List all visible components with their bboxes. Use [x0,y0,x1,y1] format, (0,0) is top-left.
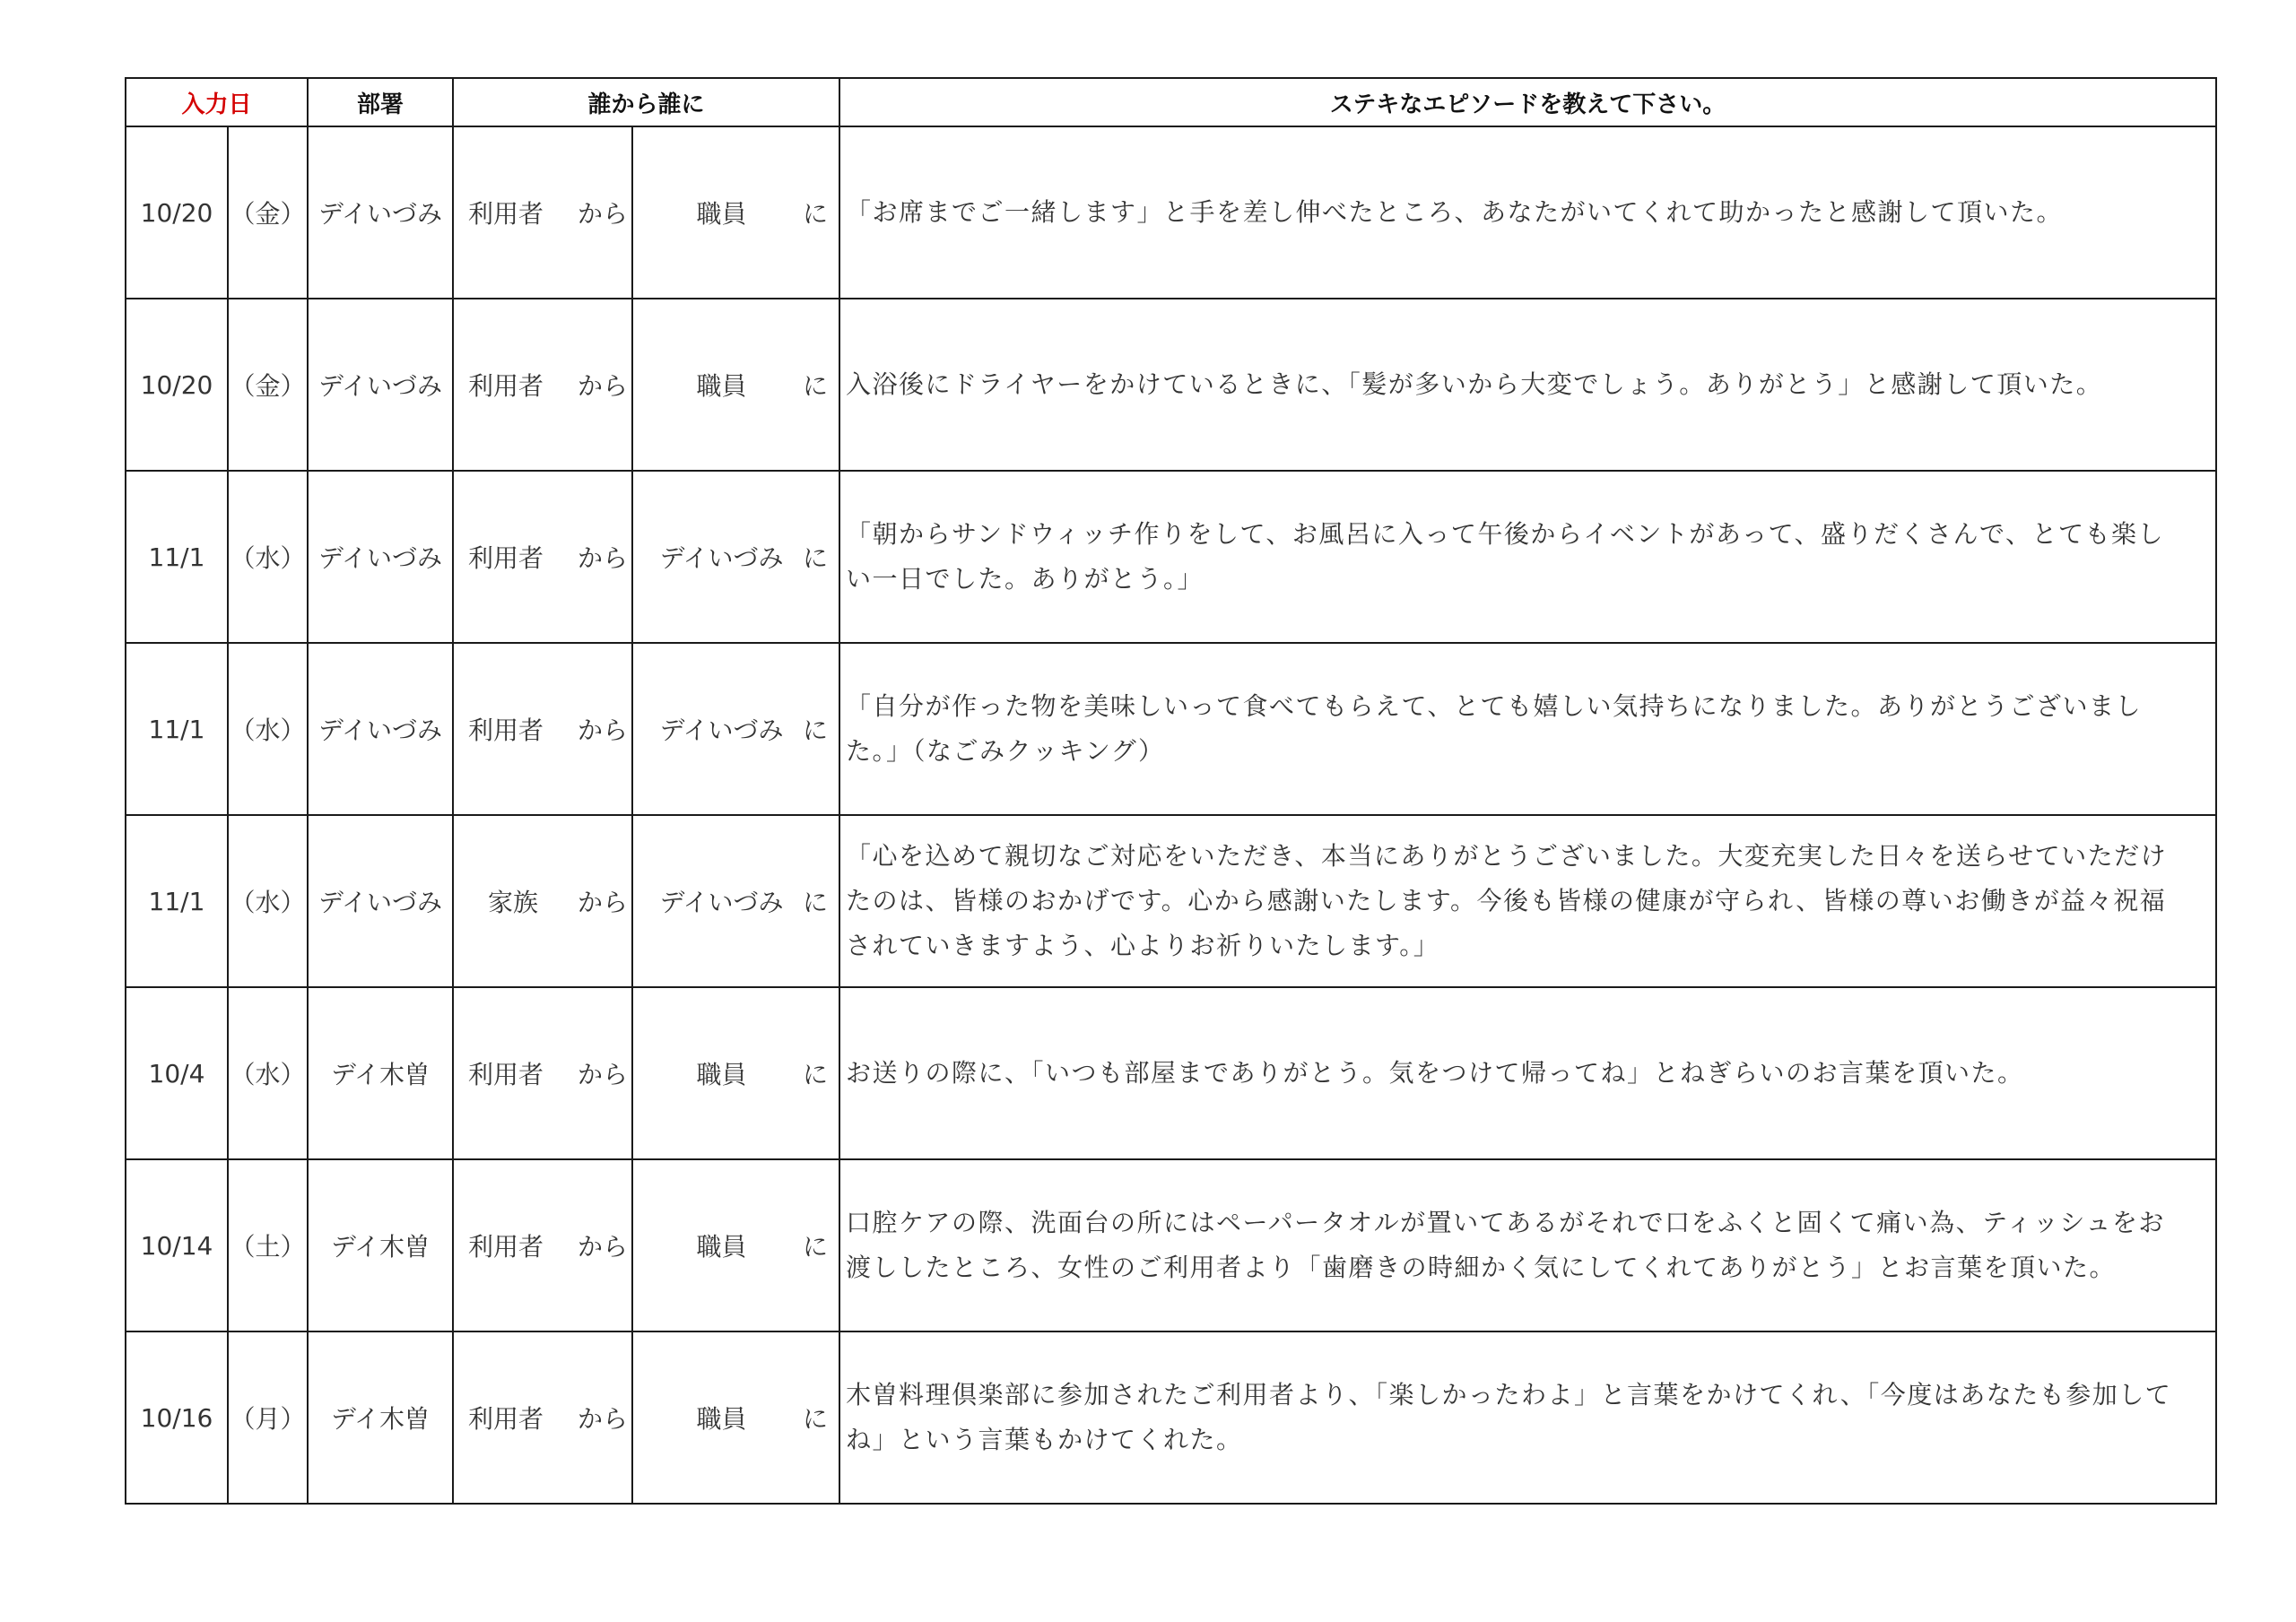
entry-to [632,643,839,815]
table-row [126,815,2216,987]
from-name: 利用者 [468,1232,544,1262]
header-from-to: 誰から誰に [453,78,839,126]
entry-from [453,1159,632,1331]
entry-department: デイ木曽 [308,1159,453,1331]
table-row [126,643,2216,815]
to-particle: に [803,1404,829,1434]
from-name: 利用者 [468,199,544,229]
entry-date: 10/14 [126,1159,228,1331]
table-row [126,1331,2216,1504]
to-particle: に [803,1232,829,1262]
to-name: 職員 [696,371,747,401]
to-particle: に [803,371,829,401]
entry-episode: 「心を込めて親切なご対応をいただき、本当にありがとうございました。大変充実した日々を送らせていただけたのは、皆様のおかげです。心から感謝いたします。今後も皆様の健康が守られ、皆様の尊いお働きが益々祝福されていきますよう、心よりお祈りいたします。」 [839,815,2216,987]
from-name: 利用者 [468,371,544,401]
to-name: 職員 [696,199,747,229]
entry-episode: 「朝からサンドウィッチ作りをして、お風呂に入って午後からイベントがあって、盛りだくさんで、とても楽しい一日でした。ありがとう。」 [839,471,2216,643]
entry-department: デイいづみ [308,643,453,815]
table-row [126,987,2216,1159]
entry-date: 10/4 [126,987,228,1159]
to-name: デイいづみ [659,716,784,745]
from-particle: から [578,1232,629,1262]
to-name: 職員 [696,1232,747,1262]
header-episode: ステキなエピソードを教えて下さい。 [839,78,2216,126]
to-name: デイいづみ [659,543,784,573]
entry-department: デイ木曽 [308,1331,453,1504]
to-particle: に [803,1060,829,1089]
entry-date: 10/20 [126,126,228,299]
from-particle: から [578,1060,629,1089]
from-particle: から [578,1404,629,1434]
to-name: 職員 [696,1060,747,1089]
table-row [126,299,2216,471]
entry-weekday: （水） [228,643,308,815]
entry-department: デイいづみ [308,471,453,643]
from-name: 利用者 [468,543,544,573]
table-row [126,126,2216,299]
entry-episode: 口腔ケアの際、洗面台の所にはペーパータオルが置いてあるがそれで口をふくと固くて痛い為、ティッシュをお渡ししたところ、女性のご利用者より「歯磨きの時細かく気にしてくれてありがとう」とお言葉を頂いた。 [839,1159,2216,1331]
header-dept: 部署 [308,78,453,126]
from-name: 利用者 [468,1060,544,1089]
entry-to [632,471,839,643]
entry-from [453,299,632,471]
entry-episode: 「お席までご一緒します」と手を差し伸べたところ、あなたがいてくれて助かったと感謝して頂いた。 [839,126,2216,299]
from-name: 利用者 [468,716,544,745]
table-row [126,471,2216,643]
from-particle: から [578,371,629,401]
to-name: デイいづみ [659,888,784,917]
entry-department: デイいづみ [308,299,453,471]
from-particle: から [578,716,629,745]
from-particle: から [578,888,629,917]
entry-episode: お送りの際に、「いつも部屋までありがとう。気をつけて帰ってね」とねぎらいのお言葉を頂いた。 [839,987,2216,1159]
entry-date: 11/1 [126,643,228,815]
from-name: 家族 [488,888,539,917]
entry-to [632,299,839,471]
entry-to [632,987,839,1159]
to-particle: に [803,888,829,917]
entry-episode: 「自分が作った物を美味しいって食べてもらえて、とても嬉しい気持ちになりました。ありがとうございました。」（なごみクッキング） [839,643,2216,815]
header-row [126,78,2216,126]
entry-episode: 木曽料理倶楽部に参加されたご利用者より、「楽しかったわよ」と言葉をかけてくれ、「今度はあなたも参加してね」という言葉もかけてくれた。 [839,1331,2216,1504]
entry-weekday: （水） [228,471,308,643]
entry-weekday: （金） [228,126,308,299]
entry-date: 10/20 [126,299,228,471]
entry-department: デイいづみ [308,815,453,987]
from-particle: から [578,543,629,573]
table-row [126,1159,2216,1331]
entry-from [453,643,632,815]
from-particle: から [578,199,629,229]
entry-from [453,1331,632,1504]
entry-to [632,1331,839,1504]
entry-from [453,471,632,643]
entry-date: 10/16 [126,1331,228,1504]
entry-department: デイいづみ [308,126,453,299]
entry-weekday: （水） [228,987,308,1159]
entry-from [453,987,632,1159]
entry-to [632,126,839,299]
entry-weekday: （土） [228,1159,308,1331]
entry-weekday: （月） [228,1331,308,1504]
entry-date: 11/1 [126,471,228,643]
to-particle: に [803,199,829,229]
entry-department: デイ木曽 [308,987,453,1159]
entry-to [632,815,839,987]
entry-weekday: （水） [228,815,308,987]
entry-from [453,815,632,987]
entry-episode: 入浴後にドライヤーをかけているときに、「髪が多いから大変でしょう。ありがとう」と感謝して頂いた。 [839,299,2216,471]
entry-date: 11/1 [126,815,228,987]
header-date: 入力日 [126,78,308,126]
entry-weekday: （金） [228,299,308,471]
to-name: 職員 [696,1404,747,1434]
episode-table [125,77,2217,1505]
to-particle: に [803,543,829,573]
entry-to [632,1159,839,1331]
from-name: 利用者 [468,1404,544,1434]
to-particle: に [803,716,829,745]
entry-from [453,126,632,299]
